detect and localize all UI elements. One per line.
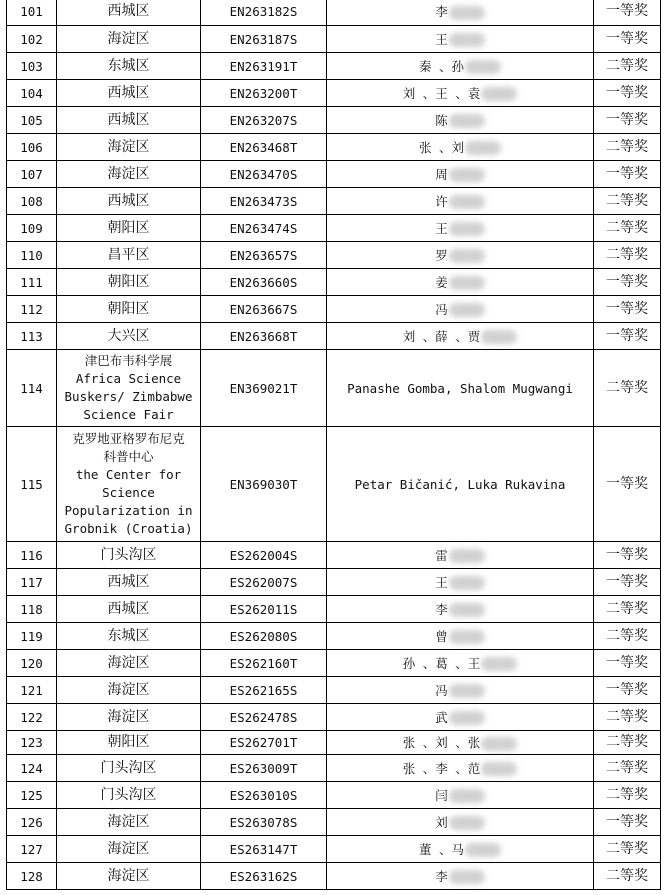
table-row (7, 755, 661, 782)
table-row (7, 569, 661, 596)
table-row (7, 215, 661, 242)
district-line: Popularization in (64, 503, 193, 518)
project-code: ES262478S (201, 704, 327, 731)
participant-names (327, 650, 594, 677)
table-row (7, 596, 661, 623)
district-cell: 西城区 (57, 569, 201, 596)
table-row (7, 350, 661, 427)
participant-names (327, 782, 594, 809)
project-code: ES262080S (201, 623, 327, 650)
table-row (7, 242, 661, 269)
participant-names (327, 596, 594, 623)
redaction-blur (449, 168, 485, 182)
table-row (7, 296, 661, 323)
project-code: EN263470S (201, 161, 327, 188)
names-text: 董 、马 (418, 841, 465, 857)
project-code: EN263473S (201, 188, 327, 215)
redaction-blur (449, 816, 485, 830)
project-code: EN263191T (201, 53, 327, 80)
award-level: 二等奖 (594, 731, 661, 755)
names-text: 刘 (435, 814, 448, 830)
table-row (7, 542, 661, 569)
row-number: 118 (7, 596, 57, 623)
participant-names (327, 836, 594, 863)
row-number: 126 (7, 809, 57, 836)
award-level: 二等奖 (594, 836, 661, 863)
redaction-blur (449, 222, 485, 236)
award-level: 二等奖 (594, 188, 661, 215)
participant-names (327, 0, 594, 26)
row-number: 113 (7, 323, 57, 350)
district-line: Africa Science (75, 371, 182, 386)
row-number: 122 (7, 704, 57, 731)
row-number: 128 (7, 863, 57, 890)
participant-names (327, 242, 594, 269)
table-row (7, 836, 661, 863)
project-code: ES263078S (201, 809, 327, 836)
district-cell: 西城区 (57, 0, 201, 26)
award-level: 一等奖 (594, 0, 661, 26)
names-text: 张 、刘 (418, 139, 465, 155)
district-line: 科普中心 (103, 449, 154, 464)
names-text: 刘 、王 、袁 (402, 85, 481, 101)
district-cell: 西城区 (57, 80, 201, 107)
redaction-blur (481, 737, 517, 751)
names-text: 王 (435, 220, 448, 236)
award-level: 一等奖 (594, 269, 661, 296)
award-table (6, 0, 661, 890)
table-row (7, 188, 661, 215)
names-text: 雷 (435, 547, 448, 563)
redaction-blur (449, 630, 485, 644)
award-level: 一等奖 (594, 107, 661, 134)
participant-names (327, 53, 594, 80)
row-number: 101 (7, 0, 57, 26)
table-row (7, 53, 661, 80)
row-number: 116 (7, 542, 57, 569)
project-code: EN263187S (201, 26, 327, 53)
table-row (7, 269, 661, 296)
project-code: EN263657S (201, 242, 327, 269)
row-number: 108 (7, 188, 57, 215)
row-number: 125 (7, 782, 57, 809)
participant-names (327, 755, 594, 782)
district-cell: 西城区 (57, 188, 201, 215)
row-number: 123 (7, 731, 57, 755)
district-line: 津巴布韦科学展 (84, 353, 173, 368)
table-row (7, 809, 661, 836)
project-code: ES263147T (201, 836, 327, 863)
table-row (7, 650, 661, 677)
award-level: 一等奖 (594, 427, 661, 542)
award-level: 一等奖 (594, 569, 661, 596)
redaction-blur (481, 87, 517, 101)
award-level: 二等奖 (594, 53, 661, 80)
redaction-blur (449, 603, 485, 617)
district-cell: 朝阳区 (57, 296, 201, 323)
participant-names (327, 623, 594, 650)
district-cell: 海淀区 (57, 836, 201, 863)
project-code: EN263182S (201, 0, 327, 26)
row-number: 103 (7, 53, 57, 80)
redaction-blur (449, 249, 485, 263)
district-cell: 海淀区 (57, 809, 201, 836)
row-number: 127 (7, 836, 57, 863)
names-text: 李 (435, 601, 448, 617)
names-text: 曾 (435, 628, 448, 644)
award-level: 二等奖 (594, 134, 661, 161)
names-text: 周 (435, 166, 448, 182)
participant-names (327, 80, 594, 107)
district-cell: 海淀区 (57, 863, 201, 890)
district-cell: 门头沟区 (57, 542, 201, 569)
project-code: ES263162S (201, 863, 327, 890)
table-row (7, 731, 661, 755)
participant-names (327, 26, 594, 53)
row-number: 119 (7, 623, 57, 650)
redaction-blur (449, 33, 485, 47)
district-cell: 朝阳区 (57, 269, 201, 296)
row-number: 102 (7, 26, 57, 53)
participant-names (327, 569, 594, 596)
names-text: Panashe Gomba, Shalom Mugwangi (347, 380, 573, 396)
award-level: 一等奖 (594, 296, 661, 323)
row-number: 109 (7, 215, 57, 242)
row-number: 110 (7, 242, 57, 269)
names-text: 李 (435, 868, 448, 884)
participant-names (327, 542, 594, 569)
district-cell: 海淀区 (57, 650, 201, 677)
award-level: 一等奖 (594, 80, 661, 107)
award-level: 二等奖 (594, 215, 661, 242)
table-row (7, 26, 661, 53)
award-level: 一等奖 (594, 809, 661, 836)
table-row (7, 677, 661, 704)
table-row (7, 782, 661, 809)
redaction-blur (465, 60, 501, 74)
table-row (7, 80, 661, 107)
district-line: the Center for (75, 467, 182, 482)
row-number: 105 (7, 107, 57, 134)
row-number: 121 (7, 677, 57, 704)
project-code: ES262011S (201, 596, 327, 623)
names-text: 冯 (435, 301, 448, 317)
row-number: 124 (7, 755, 57, 782)
district-cell: 门头沟区 (57, 755, 201, 782)
project-code: ES262007S (201, 569, 327, 596)
award-level: 一等奖 (594, 323, 661, 350)
names-text: 武 (435, 709, 448, 725)
redaction-blur (449, 789, 485, 803)
names-text: 张 、刘 、张 (402, 735, 481, 750)
award-level: 二等奖 (594, 242, 661, 269)
names-text: 刘 、薛 、贾 (402, 328, 481, 344)
participant-names (327, 296, 594, 323)
redaction-blur (465, 843, 501, 857)
project-code: ES263010S (201, 782, 327, 809)
award-level: 二等奖 (594, 863, 661, 890)
participant-names (327, 427, 594, 542)
names-text: 孙 、葛 、王 (402, 655, 481, 671)
participant-names (327, 269, 594, 296)
district-cell: 西城区 (57, 596, 201, 623)
table-row (7, 0, 661, 26)
participant-names (327, 215, 594, 242)
row-number: 107 (7, 161, 57, 188)
award-level: 一等奖 (594, 542, 661, 569)
district-cell: 海淀区 (57, 704, 201, 731)
project-code: ES262004S (201, 542, 327, 569)
project-code: EN263468T (201, 134, 327, 161)
redaction-blur (481, 330, 517, 344)
participant-names (327, 188, 594, 215)
award-level: 二等奖 (594, 782, 661, 809)
district-cell: 海淀区 (57, 134, 201, 161)
participant-names (327, 677, 594, 704)
project-code: ES263009T (201, 755, 327, 782)
row-number: 112 (7, 296, 57, 323)
project-code: ES262701T (201, 731, 327, 755)
project-code: EN263207S (201, 107, 327, 134)
district-cell: 朝阳区 (57, 215, 201, 242)
table-row (7, 623, 661, 650)
district-line: Grobnik (Croatia) (64, 521, 193, 536)
award-level: 一等奖 (594, 650, 661, 677)
names-text: 闫 (435, 787, 448, 803)
redaction-blur (465, 141, 501, 155)
award-table-body (7, 0, 661, 890)
district-cell: 海淀区 (57, 677, 201, 704)
participant-names (327, 809, 594, 836)
district-cell: 昌平区 (57, 242, 201, 269)
table-row (7, 107, 661, 134)
names-text: 陈 (435, 112, 448, 128)
redaction-blur (449, 576, 485, 590)
participant-names (327, 704, 594, 731)
table-row (7, 427, 661, 542)
district-line: 克罗地亚格罗布尼克 (72, 431, 185, 446)
names-text: Petar Bičanić, Luka Rukavina (354, 476, 566, 492)
redaction-blur (449, 870, 485, 884)
award-level: 二等奖 (594, 623, 661, 650)
redaction-blur (449, 711, 485, 725)
district-cell (57, 350, 201, 427)
district-cell: 海淀区 (57, 161, 201, 188)
project-code: EN263667S (201, 296, 327, 323)
redaction-blur (449, 276, 485, 290)
redaction-blur (449, 6, 485, 20)
district-cell: 海淀区 (57, 26, 201, 53)
row-number: 117 (7, 569, 57, 596)
names-text: 罗 (435, 247, 448, 263)
district-cell (57, 427, 201, 542)
project-code: EN263200T (201, 80, 327, 107)
participant-names (327, 107, 594, 134)
row-number: 115 (7, 427, 57, 542)
names-text: 李 (435, 4, 448, 19)
names-text: 张 、李 、范 (402, 760, 481, 776)
district-line: Science Fair (83, 407, 174, 422)
redaction-blur (481, 762, 517, 776)
award-level: 一等奖 (594, 677, 661, 704)
project-code: EN369030T (201, 427, 327, 542)
redaction-blur (449, 549, 485, 563)
table-row (7, 704, 661, 731)
participant-names (327, 134, 594, 161)
names-text: 王 (435, 574, 448, 590)
district-cell: 朝阳区 (57, 731, 201, 755)
row-number: 111 (7, 269, 57, 296)
district-cell: 门头沟区 (57, 782, 201, 809)
participant-names (327, 323, 594, 350)
table-row (7, 134, 661, 161)
participant-names (327, 161, 594, 188)
award-level: 二等奖 (594, 755, 661, 782)
redaction-blur (449, 303, 485, 317)
project-code: EN369021T (201, 350, 327, 427)
names-text: 姜 (435, 274, 448, 290)
redaction-blur (481, 657, 517, 671)
participant-names (327, 863, 594, 890)
row-number: 114 (7, 350, 57, 427)
award-level: 二等奖 (594, 350, 661, 427)
names-text: 王 (435, 31, 448, 47)
names-text: 许 (435, 193, 448, 209)
redaction-blur (449, 195, 485, 209)
district-line: Buskers/ Zimbabwe (64, 389, 193, 404)
row-number: 120 (7, 650, 57, 677)
award-level: 二等奖 (594, 704, 661, 731)
participant-names (327, 731, 594, 755)
table-row (7, 863, 661, 890)
award-level: 一等奖 (594, 161, 661, 188)
district-cell: 东城区 (57, 623, 201, 650)
table-row (7, 323, 661, 350)
district-cell: 大兴区 (57, 323, 201, 350)
redaction-blur (449, 684, 485, 698)
redaction-blur (449, 114, 485, 128)
project-code: EN263660S (201, 269, 327, 296)
names-text: 秦 、孙 (418, 58, 465, 74)
district-line: Science (102, 485, 155, 500)
district-cell: 西城区 (57, 107, 201, 134)
row-number: 104 (7, 80, 57, 107)
names-text: 冯 (435, 682, 448, 698)
project-code: ES262165S (201, 677, 327, 704)
award-level: 二等奖 (594, 596, 661, 623)
district-cell: 东城区 (57, 53, 201, 80)
project-code: EN263668T (201, 323, 327, 350)
participant-names (327, 350, 594, 427)
project-code: ES262160T (201, 650, 327, 677)
project-code: EN263474S (201, 215, 327, 242)
award-level: 一等奖 (594, 26, 661, 53)
table-row (7, 161, 661, 188)
row-number: 106 (7, 134, 57, 161)
